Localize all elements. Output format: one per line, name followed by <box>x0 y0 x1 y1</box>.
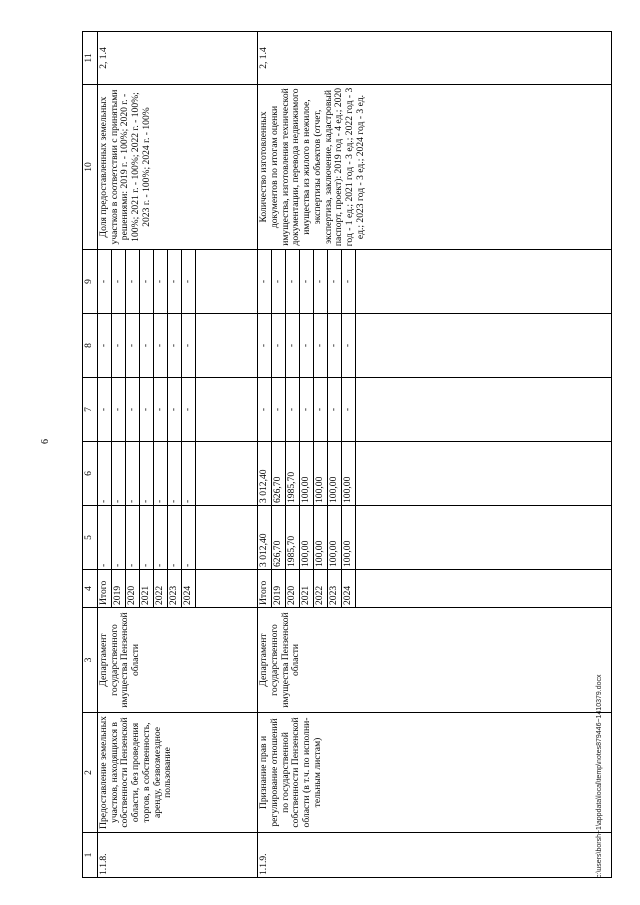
value-col7: - <box>154 378 168 442</box>
value-col8: - <box>286 314 300 378</box>
reference-cell: 2, 1.4 <box>98 32 258 85</box>
value-col7: - <box>314 378 328 442</box>
value-col9: - <box>154 250 168 314</box>
value-col8: - <box>300 314 314 378</box>
value-col6: - <box>112 442 126 506</box>
value-col9: - <box>314 250 328 314</box>
responsible-executor: Департамент государственного имущества Пензенской области <box>258 608 612 713</box>
value-col6: 100,00 <box>342 442 356 506</box>
value-col7: - <box>112 378 126 442</box>
indicator-text: Количество изготовленных документов по итогам оценки имущества, изготовления технической документации, перевода недвижимого имущества из жилого в нежилое, экспертизы объектов (отчет, экспертиза, заключение, кадастровый паспорт, проект): 2019 год - 4 ед.; 2020 год - 1 ед.; 2021 год - 3 ед.; 2022 год - 3 ед.; 2023 год - 3 ед.; 2024 год - 3 ед. <box>258 85 612 250</box>
year-cell: 2019 <box>112 570 126 608</box>
empty-cell <box>196 250 258 314</box>
value-col6: 3 012,40 <box>258 442 272 506</box>
value-col5: 100,00 <box>342 506 356 570</box>
year-cell: 2023 <box>168 570 182 608</box>
empty-cell <box>196 442 258 506</box>
year-cell: 2022 <box>314 570 328 608</box>
value-col6: 100,00 <box>300 442 314 506</box>
value-col8: - <box>328 314 342 378</box>
value-col9: - <box>126 250 140 314</box>
value-col9: - <box>328 250 342 314</box>
value-col5: - <box>168 506 182 570</box>
value-col9: - <box>112 250 126 314</box>
rotated-table-container <box>82 33 612 878</box>
value-col6: - <box>126 442 140 506</box>
year-cell: 2019 <box>272 570 286 608</box>
value-col6: 100,00 <box>314 442 328 506</box>
value-col7: - <box>328 378 342 442</box>
value-col5: - <box>126 506 140 570</box>
year-cell: 2020 <box>126 570 140 608</box>
value-col8: - <box>98 314 112 378</box>
value-col9: - <box>168 250 182 314</box>
value-col5: - <box>98 506 112 570</box>
value-col5: 626,70 <box>272 506 286 570</box>
year-cell: 2024 <box>342 570 356 608</box>
table-row <box>98 32 112 878</box>
column-header-11: 11 <box>83 32 98 85</box>
value-col7: - <box>168 378 182 442</box>
value-col5: - <box>182 506 196 570</box>
responsible-executor: Департамент государственного имущества Пензенской области <box>98 608 258 713</box>
empty-cell <box>196 570 258 608</box>
value-col8: - <box>168 314 182 378</box>
value-col9: - <box>300 250 314 314</box>
year-cell: 2022 <box>154 570 168 608</box>
value-col8: - <box>342 314 356 378</box>
value-col9: - <box>140 250 154 314</box>
value-col6: 100,00 <box>328 442 342 506</box>
column-header-1: 1 <box>83 833 98 878</box>
empty-cell <box>196 314 258 378</box>
activity-number: 1.1.9. <box>258 833 612 878</box>
value-col7: - <box>140 378 154 442</box>
year-cell: Итого <box>98 570 112 608</box>
value-col9: - <box>342 250 356 314</box>
value-col6: - <box>98 442 112 506</box>
activity-name: Признание прав и регулирование отношений по государственной собственности Пензенской области (в т.ч. по исполни-тельным листам) <box>258 713 612 833</box>
column-header-10: 10 <box>83 85 98 250</box>
year-cell: 2024 <box>182 570 196 608</box>
value-col5: 100,00 <box>328 506 342 570</box>
value-col7: - <box>300 378 314 442</box>
value-col9: - <box>272 250 286 314</box>
program-activities-table <box>82 31 612 878</box>
value-col8: - <box>314 314 328 378</box>
value-col5: 1985,70 <box>286 506 300 570</box>
empty-cell <box>356 570 612 608</box>
activity-number: 1.1.8. <box>98 833 258 878</box>
value-col9: - <box>286 250 300 314</box>
value-col5: 100,00 <box>314 506 328 570</box>
indicator-text: Доля предоставленных земельных участков в соответствии с принятыми решениями: 2019 г. - 100%; 2020 г. - 100%; 2021 г. - 100%; 2022 г. - 100%; 2023 г. - 100%; 2024 г. - 100% <box>98 85 258 250</box>
value-col7: - <box>272 378 286 442</box>
year-cell: 2023 <box>328 570 342 608</box>
footer-file-path: c:\users\borsh~1\appdata\local\temp\notes879446~1410379.docx <box>596 674 603 878</box>
value-col8: - <box>126 314 140 378</box>
value-col6: - <box>182 442 196 506</box>
empty-cell <box>356 314 612 378</box>
column-header-9: 9 <box>83 250 98 314</box>
value-col5: - <box>154 506 168 570</box>
value-col7: - <box>98 378 112 442</box>
value-col5: - <box>140 506 154 570</box>
column-header-4: 4 <box>83 570 98 608</box>
value-col6: - <box>154 442 168 506</box>
value-col5: 100,00 <box>300 506 314 570</box>
empty-cell <box>356 250 612 314</box>
value-col5: 3 012,40 <box>258 506 272 570</box>
year-cell: 2020 <box>286 570 300 608</box>
empty-cell <box>356 378 612 442</box>
empty-cell <box>196 378 258 442</box>
value-col8: - <box>140 314 154 378</box>
value-col8: - <box>182 314 196 378</box>
year-cell: Итого <box>258 570 272 608</box>
year-cell: 2021 <box>140 570 154 608</box>
column-header-2: 2 <box>83 713 98 833</box>
value-col8: - <box>112 314 126 378</box>
value-col9: - <box>98 250 112 314</box>
reference-cell: 2, 1.4 <box>258 32 612 85</box>
table-row <box>258 32 272 878</box>
column-header-6: 6 <box>83 442 98 506</box>
empty-cell <box>356 442 612 506</box>
value-col7: - <box>286 378 300 442</box>
year-cell: 2021 <box>300 570 314 608</box>
page-number: 6 <box>40 439 51 444</box>
value-col5: - <box>112 506 126 570</box>
column-header-3: 3 <box>83 608 98 713</box>
value-col6: - <box>140 442 154 506</box>
column-header-5: 5 <box>83 506 98 570</box>
column-number-header-row <box>83 32 98 878</box>
value-col7: - <box>182 378 196 442</box>
value-col7: - <box>342 378 356 442</box>
value-col9: - <box>182 250 196 314</box>
value-col6: - <box>168 442 182 506</box>
value-col9: - <box>258 250 272 314</box>
column-header-8: 8 <box>83 314 98 378</box>
value-col6: 1985,70 <box>286 442 300 506</box>
value-col8: - <box>154 314 168 378</box>
value-col7: - <box>126 378 140 442</box>
empty-cell <box>196 506 258 570</box>
value-col7: - <box>258 378 272 442</box>
value-col6: 626,70 <box>272 442 286 506</box>
activity-name: Предоставление земельных участков, находящихся в собственности Пензенской области, без проведения торгов, в собственность, аренду, безвозмездное пользование <box>98 713 258 833</box>
value-col8: - <box>258 314 272 378</box>
empty-cell <box>356 506 612 570</box>
value-col8: - <box>272 314 286 378</box>
column-header-7: 7 <box>83 378 98 442</box>
